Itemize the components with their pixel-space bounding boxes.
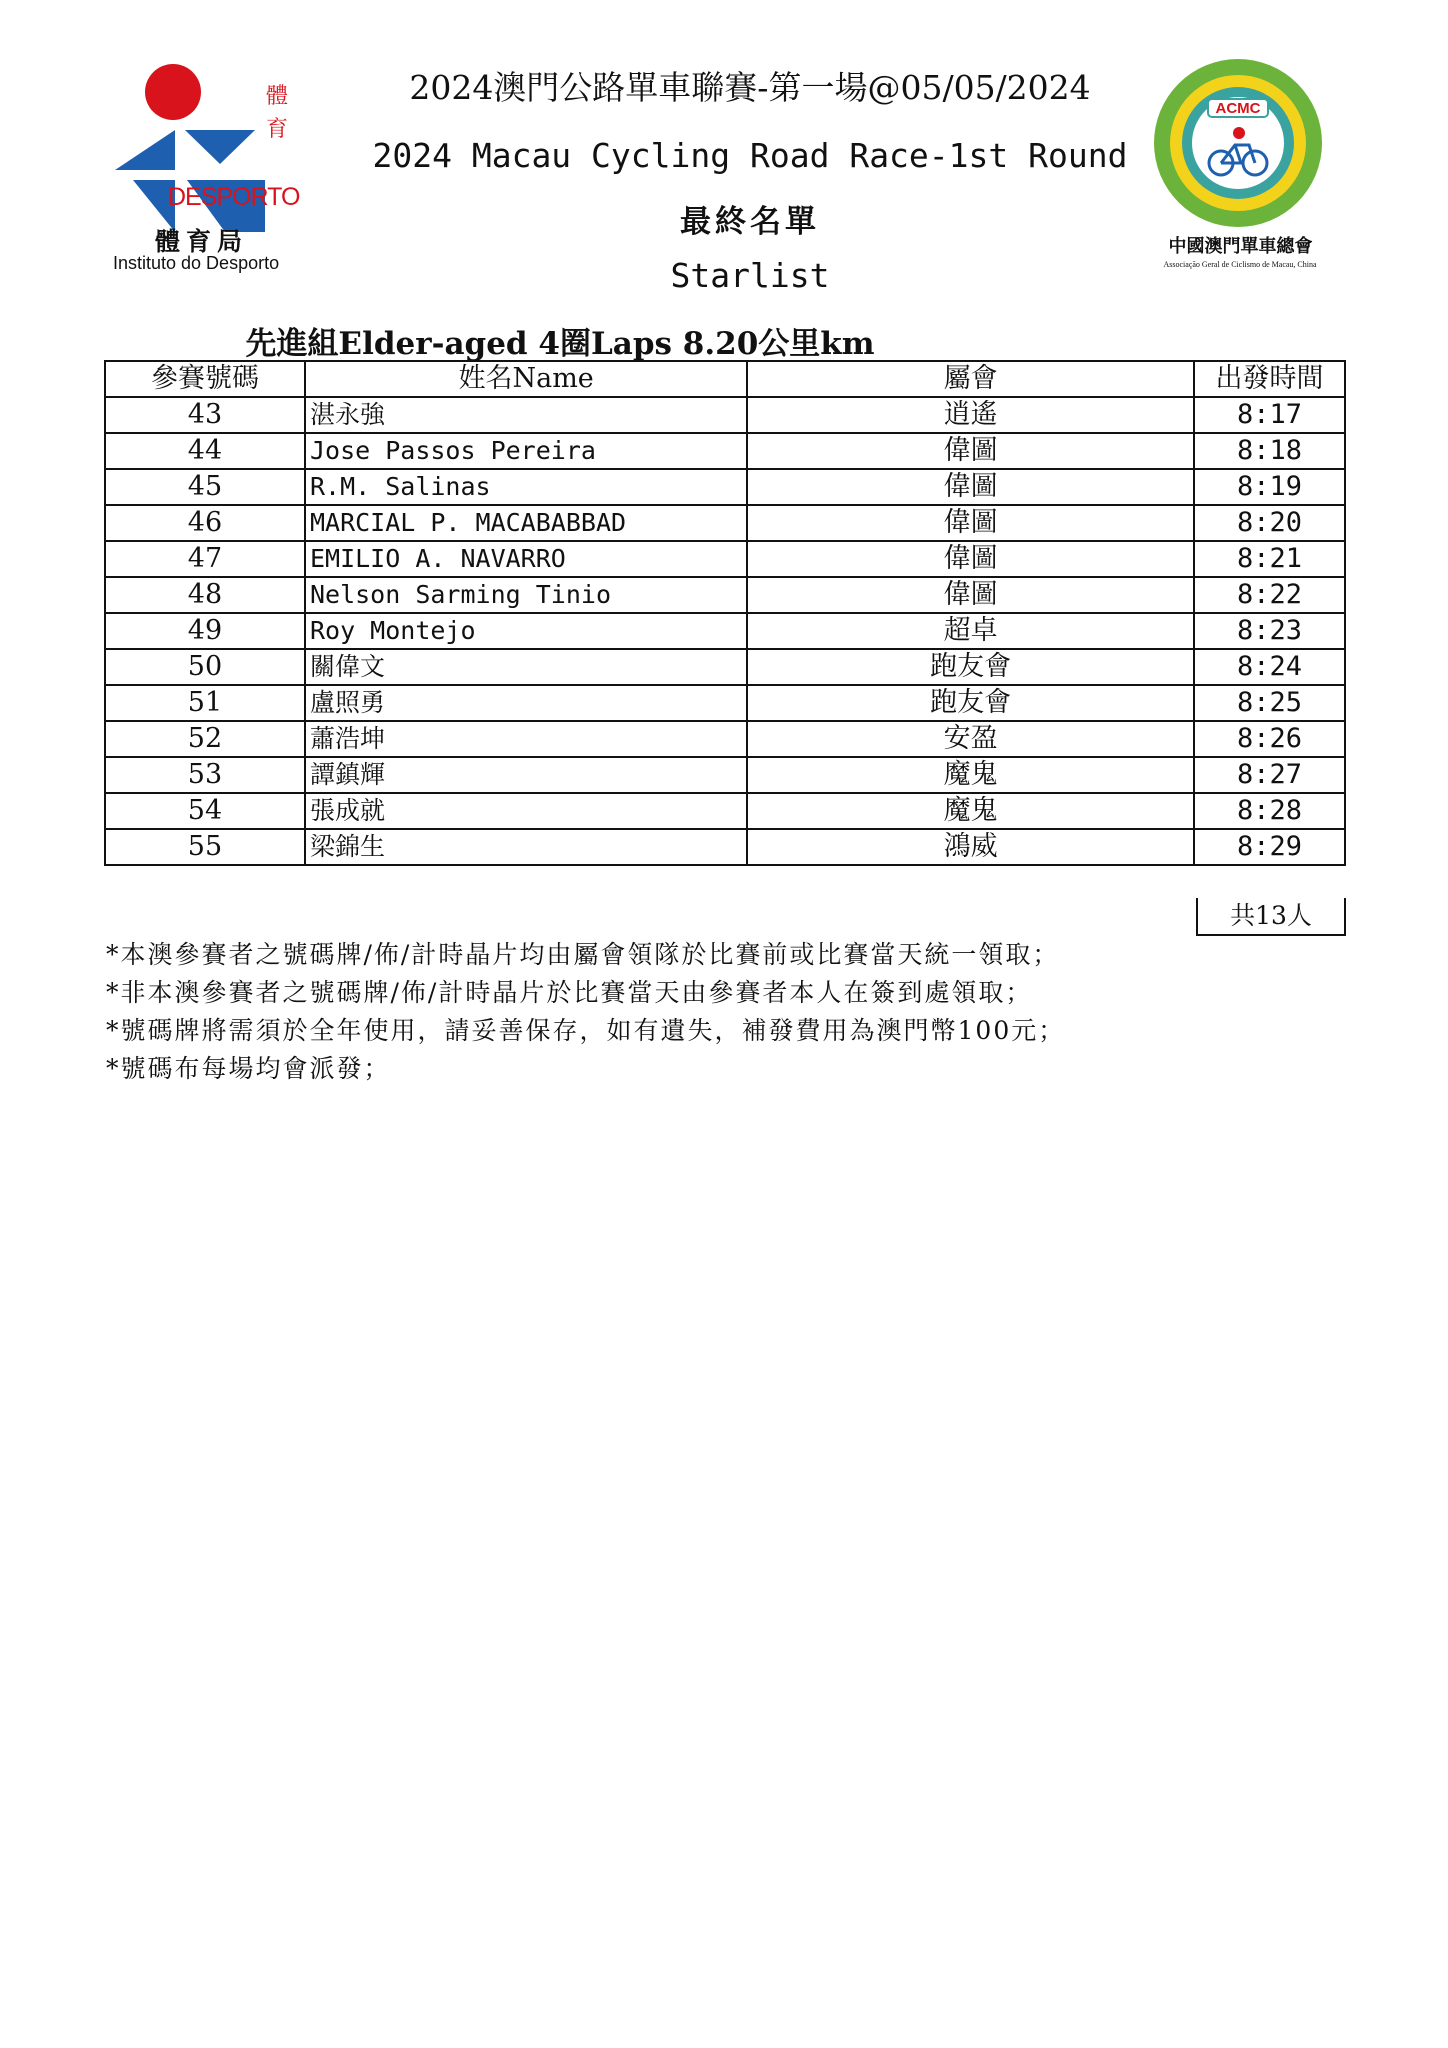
cell-number: 52 xyxy=(105,721,305,757)
cell-name: 梁錦生 xyxy=(305,829,747,865)
cell-name: Jose Passos Pereira xyxy=(305,433,747,469)
cell-time: 8:28 xyxy=(1194,793,1345,829)
cell-club: 安盈 xyxy=(747,721,1194,757)
cell-name: R.M. Salinas xyxy=(305,469,747,505)
table-row xyxy=(105,433,1345,469)
table-row xyxy=(105,649,1345,685)
table-row xyxy=(105,721,1345,757)
list-title-cn: 最終名單 xyxy=(680,204,820,240)
cell-time: 8:18 xyxy=(1194,433,1345,469)
cell-number: 48 xyxy=(105,577,305,613)
starlist-table xyxy=(104,360,1346,866)
cell-club: 超卓 xyxy=(747,613,1194,649)
notes xyxy=(106,936,1065,1088)
total-count: 共13人 xyxy=(1196,898,1346,936)
cell-club: 跑友會 xyxy=(747,685,1194,721)
acmc-name-pt: Associação Geral de Ciclismo de Macau, China xyxy=(1163,260,1317,269)
cell-name: 關偉文 xyxy=(305,649,747,685)
cell-club: 偉圖 xyxy=(747,577,1194,613)
group-title: 先進組Elder-aged 4圈Laps 8.20公里km xyxy=(245,326,875,362)
note-line: *非本澳參賽者之號碼牌/佈/計時晶片於比賽當天由參賽者本人在簽到處領取； xyxy=(106,978,1033,1007)
cell-time: 8:20 xyxy=(1194,505,1345,541)
event-title-cn: 2024澳門公路單車聯賽-第一場@05/05/2024 xyxy=(409,68,1091,107)
cell-club: 鴻威 xyxy=(747,829,1194,865)
note-line: *號碼牌將需須於全年使用，請妥善保存，如有遺失，補發費用為澳門幣100元； xyxy=(106,1016,1066,1045)
cell-number: 49 xyxy=(105,613,305,649)
cell-time: 8:27 xyxy=(1194,757,1345,793)
acmc-name-cn: 中國澳門單車總會 xyxy=(1168,236,1313,257)
blue-triangle-left xyxy=(115,130,175,170)
table-row xyxy=(105,397,1345,433)
table-row xyxy=(105,685,1345,721)
cell-name: MARCIAL P. MACABABBAD xyxy=(305,505,747,541)
cell-club: 跑友會 xyxy=(747,649,1194,685)
table-row xyxy=(105,829,1345,865)
cell-time: 8:29 xyxy=(1194,829,1345,865)
cell-name: 蕭浩坤 xyxy=(305,721,747,757)
cell-time: 8:25 xyxy=(1194,685,1345,721)
cell-club: 偉圖 xyxy=(747,433,1194,469)
cell-club: 偉圖 xyxy=(747,469,1194,505)
acmc-badge-label: ACMC xyxy=(1215,100,1261,117)
cell-time: 8:24 xyxy=(1194,649,1345,685)
cell-time: 8:19 xyxy=(1194,469,1345,505)
cell-time: 8:23 xyxy=(1194,613,1345,649)
table-row xyxy=(105,613,1345,649)
red-sun-shape xyxy=(145,64,201,120)
desporto-name-cn: 體育局 xyxy=(155,227,249,256)
cell-club: 魔鬼 xyxy=(747,793,1194,829)
cell-number: 45 xyxy=(105,469,305,505)
cell-name: EMILIO A. NAVARRO xyxy=(305,541,747,577)
cell-number: 53 xyxy=(105,757,305,793)
table-header-row xyxy=(105,361,1345,397)
desporto-cn-vertical: 體育 xyxy=(266,84,289,142)
cell-club: 魔鬼 xyxy=(747,757,1194,793)
table-row xyxy=(105,541,1345,577)
cell-number: 51 xyxy=(105,685,305,721)
blue-triangle-top xyxy=(185,130,255,164)
cell-name: 湛永強 xyxy=(305,397,747,433)
cell-name: 譚鎮輝 xyxy=(305,757,747,793)
table-row xyxy=(105,505,1345,541)
cell-time: 8:22 xyxy=(1194,577,1345,613)
cell-name: Nelson Sarming Tinio xyxy=(305,577,747,613)
cell-time: 8:21 xyxy=(1194,541,1345,577)
cell-name: Roy Montejo xyxy=(305,613,747,649)
event-title-en: 2024 Macau Cycling Road Race-1st Round xyxy=(372,136,1128,175)
cell-number: 43 xyxy=(105,397,305,433)
cell-club: 偉圖 xyxy=(747,505,1194,541)
table-row xyxy=(105,577,1345,613)
table-row xyxy=(105,793,1345,829)
note-line: *本澳參賽者之號碼牌/佈/計時晶片均由屬會領隊於比賽前或比賽當天統一領取； xyxy=(106,940,1060,969)
cell-club: 偉圖 xyxy=(747,541,1194,577)
list-title-en: Starlist xyxy=(670,256,830,295)
cell-number: 47 xyxy=(105,541,305,577)
desporto-brand: DESPORTO xyxy=(168,183,300,211)
cell-number: 55 xyxy=(105,829,305,865)
cell-time: 8:26 xyxy=(1194,721,1345,757)
cell-number: 44 xyxy=(105,433,305,469)
header-club: 屬會 xyxy=(747,361,1194,397)
header-number: 參賽號碼 xyxy=(105,361,305,397)
cell-name: 盧照勇 xyxy=(305,685,747,721)
table-row xyxy=(105,469,1345,505)
table-row xyxy=(105,757,1345,793)
cell-club: 逍遙 xyxy=(747,397,1194,433)
cell-number: 54 xyxy=(105,793,305,829)
note-line: *號碼布每場均會派發； xyxy=(106,1054,391,1083)
header-time: 出發時間 xyxy=(1194,361,1345,397)
cell-name: 張成就 xyxy=(305,793,747,829)
cell-number: 46 xyxy=(105,505,305,541)
header-name: 姓名Name xyxy=(305,361,747,397)
cell-time: 8:17 xyxy=(1194,397,1345,433)
desporto-name-pt: Instituto do Desporto xyxy=(113,253,280,273)
cell-number: 50 xyxy=(105,649,305,685)
